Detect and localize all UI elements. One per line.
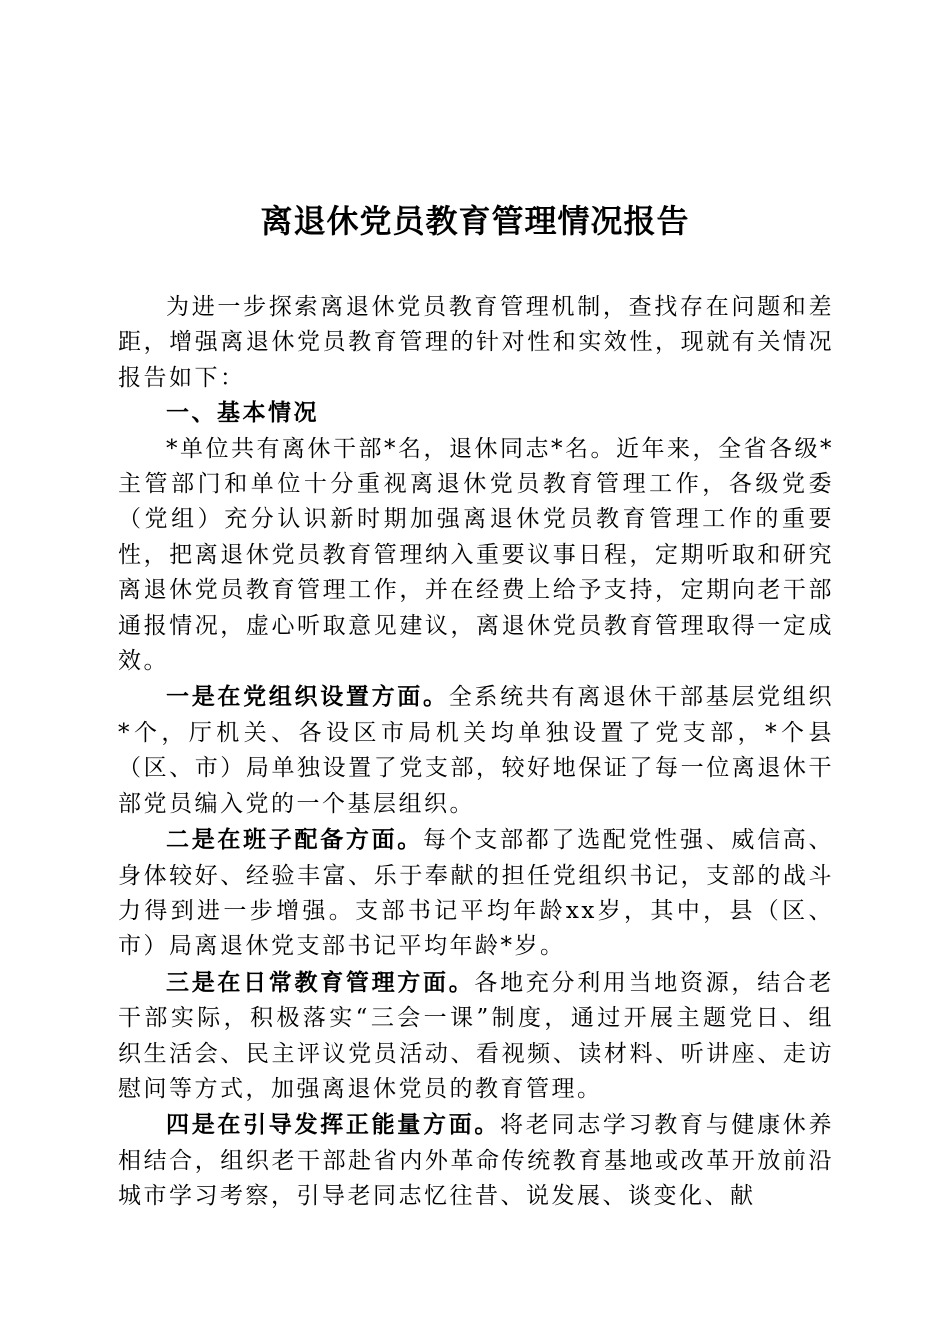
point-lead: 二是在班子配备方面。 [166,826,423,854]
intro-paragraph: 为进一步探索离退休党员教育管理机制，查找存在问题和差距，增强离退休党员教育管理的针对性和实效性，现就有关情况报告如下： [118,294,834,391]
point-text: 每个支部都了选配党性强、威信高、身体较好、经验丰富、乐于奉献的担任党组织书记，支部的战斗力得到进一步增强。支部书记平均年龄xx岁，其中，县（区、市）局离退休党支部书记平均年龄*岁。 [118,827,835,960]
point-paragraph-positive-energy [118,1107,834,1214]
basic-situation-paragraph: *单位共有离休干部*名，退休同志*名。近年来，全省各级*主管部门和单位十分重视离退休党员教育管理工作，各级党委（党组）充分认识新时期加强离退休党员教育管理工作的重要性，把离退休党员教育管理纳入重要议事日程，定期听取和研究离退休党员教育管理工作，并在经费上给予支持，定期向老干部通报情况，虚心听取意见建议，离退休党员教育管理取得一定成效。 [118,435,834,675]
point-paragraph-daily-management [118,965,834,1108]
point-text: 各地充分利用当地资源，结合老干部实际，积极落实“三会一课”制度，通过开展主题党日、组织生活会、民主评议党员活动、看视频、读材料、听讲座、走访慰问等方式，加强离退休党员的教育管理。 [118,969,835,1102]
point-text: 全系统共有离退休干部基层党组织*个，厅机关、各设区市局机关均单独设置了党支部，*个县（区、市）局单独设置了党支部，较好地保证了每一位离退休干部党员编入党的一个基层组织。 [118,684,835,817]
section-heading-basic-situation: 一、基本情况 [166,400,319,427]
point-lead: 四是在引导发挥正能量方面。 [166,1111,501,1139]
point-paragraph-team-staffing [118,822,834,965]
document-title: 离退休党员教育管理情况报告 [260,202,690,240]
document-body [118,290,834,1215]
point-lead: 三是在日常教育管理方面。 [166,968,475,996]
point-paragraph-party-organization [118,679,834,822]
point-text: 将老同志学习教育与健康休养相结合，组织老干部赴省内外革命传统教育基地或改革开放前沿城市学习考察，引导老同志忆往昔、说发展、谈变化、献 [118,1112,835,1210]
point-lead: 一是在党组织设置方面。 [166,683,449,711]
